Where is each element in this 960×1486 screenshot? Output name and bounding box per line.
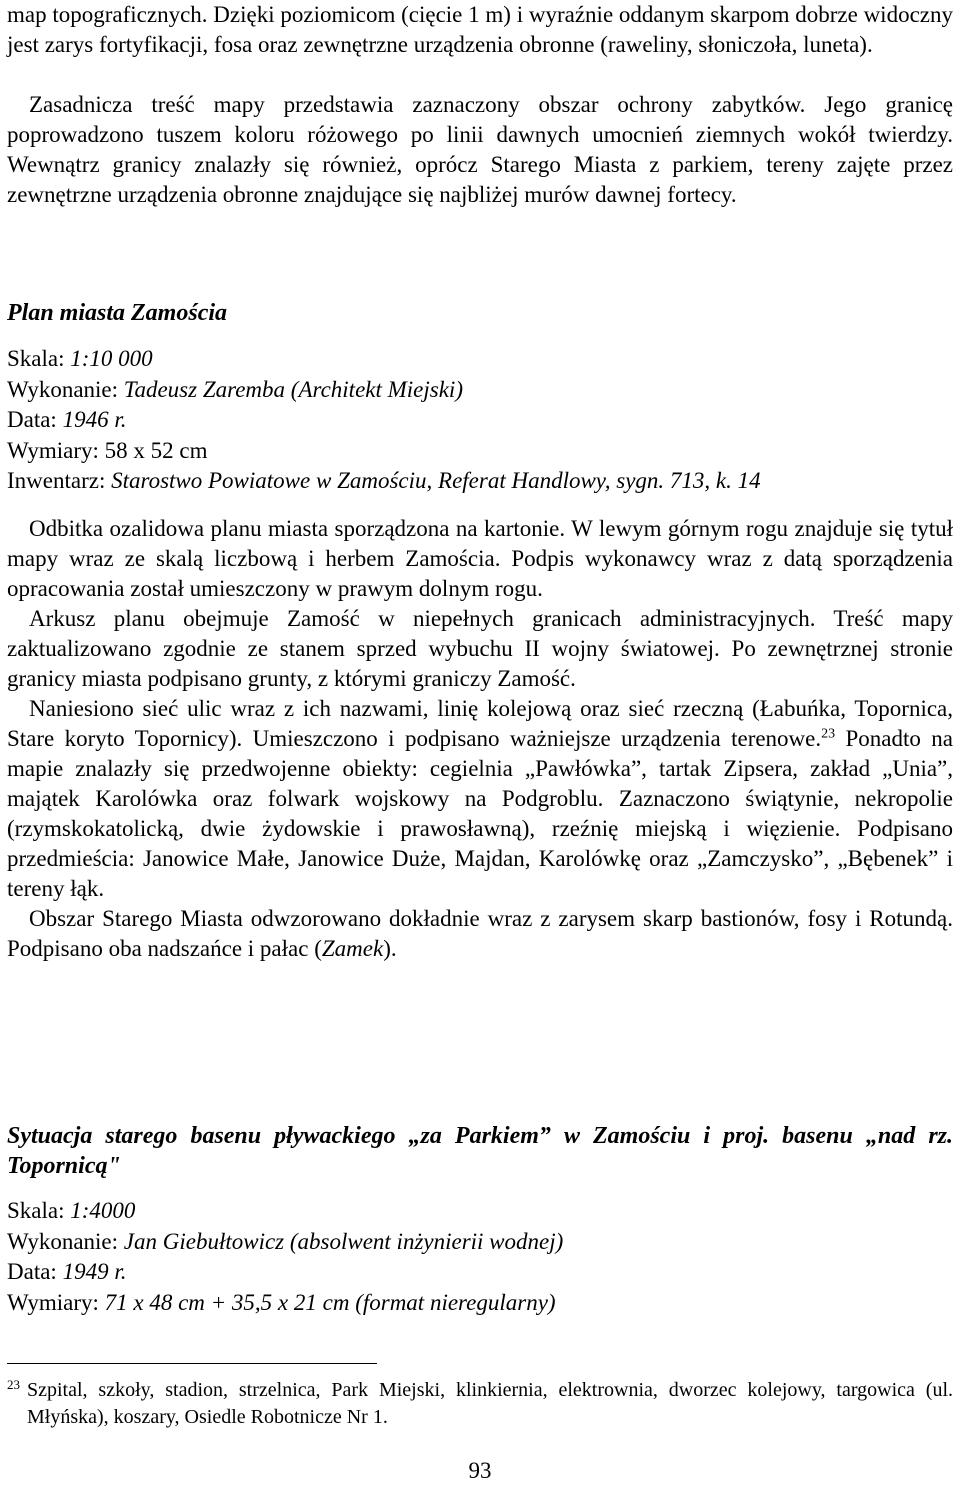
meta-dimensions: Wymiary: 58 x 52 cm (7, 437, 208, 463)
intro-paragraph-2: Zasadnicza treść mapy przedstawia zaznaczony obszar ochrony zabytków. Jego granicę poprowadzono tuszem koloru różowego po linii dawnych umocnień ziemnych wokół twierdzy. Wewnątrz granicy znalazły się również, oprócz Starego Miasta z parkiem, tereny zajęte przez zewnętrzne urządzenia obronne znajdujące się najbliżej murów dawnej fortecy. (7, 92, 953, 207)
footnote-23 (7, 1377, 953, 1431)
section2-metadata (7, 1196, 953, 1318)
section1-metadata (7, 344, 953, 497)
section1-paragraph-1: Odbitka ozalidowa planu miasta sporządzona na kartonie. W lewym górnym rogu znajduje się tytuł mapy wraz ze skalą liczbową i herbem Zamościa. Podpis wykonawcy wraz z datą sporządzenia opracowania został umieszczony w prawym dolnym rogu. (7, 516, 953, 601)
footnote-divider (7, 1363, 377, 1364)
footnote-mark: 23 (7, 1377, 20, 1392)
meta-author-2: Wykonanie: Jan Giebułtowicz (absolwent inżynierii wodnej) (7, 1228, 564, 1254)
meta-inventory: Inwentarz: Starostwo Powiatowe w Zamościu, Referat Handlowy, sygn. 713, k. 14 (7, 468, 761, 493)
intro-paragraph-1: map topograficznych. Dzięki poziomicom (cięcie 1 m) i wyraźnie oddanym skarpom dobrze widoczny jest zarys fortyfikacji, fosa oraz zewnętrzne urządzenia obronne (raweliny, słoniczoła, luneta). (7, 2, 953, 57)
section1-paragraph-2: Arkusz planu obejmuje Zamość w niepełnych granicach administracyjnych. Treść mapy zaktualizowano zgodnie ze stanem sprzed wybuchu II wojny światowej. Po zewnętrznej stronie granicy miasta podpisano grunty, z którymi graniczy Zamość. (7, 606, 953, 691)
section-title-basen: Sytuacja starego basenu pływackiego „za Parkiem” w Zamościu i proj. basenu „nad rz. Topornicą" (7, 1123, 953, 1179)
section-title-plan-miasta: Plan miasta Zamościa (7, 300, 228, 326)
section1-paragraph-4: Obszar Starego Miasta odwzorowano dokładnie wraz z zarysem skarp bastionów, fosy i Rotundą. Podpisano oba nadszańce i pałac (Zamek). (7, 906, 953, 961)
page-number: 93 (468, 1458, 492, 1483)
meta-date-2: Data: 1949 r. (7, 1259, 127, 1284)
section1-paragraph-3: Naniesiono sieć ulic wraz z ich nazwami, linię kolejową oraz sieć rzeczną (Łabuńka, Topornica, Stare koryto Topornicy). Umieszczono i podpisano ważniejsze urządzenia terenowe.$^{23}$ Ponadto na mapie znalazły się przedwojenne obiekty: cegielnia „Pawłówka”, tartak Zipsera, zakład „Unia”, majątek Karolówka oraz folwark wojskowy na Podgroblu. Zaznaczono świątynie, nekropolie (rzymskokatolicką, dwie żydowskie i prawosławną), rzeźnię miejską i więzienie. Podpisano przedmieścia: Janowice Małe, Janowice Duże, Majdan, Karolówkę oraz „Zamczysko”, „Bębenek” i tereny łąk. (7, 696, 953, 901)
footnote-text: Szpital, szkoły, stadion, strzelnica, Park Miejski, klinkiernia, elektrownia, dworzec kolejowy, targowica (ul. Młyńska), koszary, Osiedle Robotnicze Nr 1. (27, 1379, 953, 1428)
footnote-ref-23[interactable]: 23 (821, 726, 836, 742)
meta-date: Data: 1946 r. (7, 407, 127, 432)
meta-scale: Skala: 1:10 000 (7, 346, 153, 371)
meta-dimensions-2: Wymiary: 71 x 48 cm + 35,5 x 21 cm (format nieregularny) (7, 1289, 556, 1315)
section1-body (7, 514, 953, 964)
meta-scale-2: Skala: 1:4000 (7, 1198, 136, 1223)
meta-author: Wykonanie: Tadeusz Zaremba (Architekt Miejski) (7, 376, 463, 402)
